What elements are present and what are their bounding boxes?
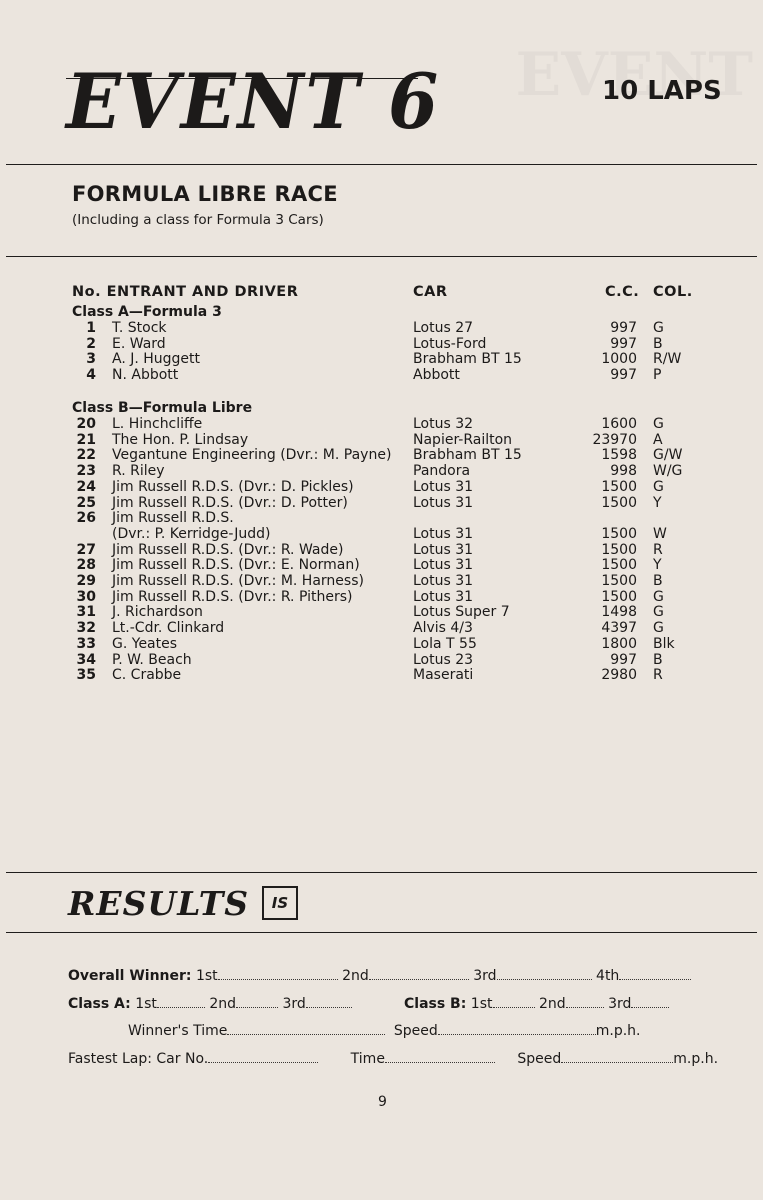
class-b-results-label: Class B:	[404, 996, 467, 1012]
car-colour: R	[653, 667, 663, 684]
results-badge: IS	[262, 886, 298, 920]
car-name: Lotus Super 7	[413, 604, 510, 621]
class-a-second-field[interactable]	[236, 997, 278, 1008]
entry-number: 3	[86, 351, 96, 368]
class-b-second-label: 2nd	[538, 996, 566, 1012]
third-label: 3rd	[473, 968, 497, 984]
table-row	[0, 495, 763, 511]
entry-number: 33	[76, 635, 96, 652]
class-b-results-line	[404, 996, 669, 1012]
entrant-driver: Jim Russell R.D.S. (Dvr.: R. Pithers)	[112, 588, 353, 605]
table-row	[0, 351, 763, 367]
class-a-third-label: 3rd	[282, 996, 306, 1012]
entry-number: 30	[76, 588, 96, 605]
class-a-first-field[interactable]	[157, 997, 205, 1008]
car-colour: G	[653, 478, 664, 495]
table-row	[0, 320, 763, 336]
overall-winner-label: Overall Winner:	[68, 968, 192, 984]
entrant-driver: P. W. Beach	[112, 651, 192, 668]
event-title: EVENT 6	[66, 56, 441, 147]
table-row	[0, 620, 763, 636]
class-a-results-line	[68, 996, 352, 1012]
entry-number: 4	[86, 367, 96, 384]
engine-cc: 1500	[601, 541, 637, 558]
class-b-second-field[interactable]	[566, 997, 604, 1008]
car-colour: R/W	[653, 351, 682, 368]
car-name: Brabham BT 15	[413, 351, 522, 368]
entrant-driver: Jim Russell R.D.S. (Dvr.: E. Norman)	[112, 557, 360, 574]
entrant-driver: A. J. Huggett	[112, 351, 201, 368]
car-colour: R	[653, 541, 663, 558]
speed-field[interactable]	[438, 1024, 596, 1035]
fastest-speed-label: Speed	[517, 1051, 562, 1067]
engine-cc: 997	[610, 367, 637, 384]
winners-time-label: Winner's Time	[128, 1023, 228, 1039]
engine-cc: 997	[610, 335, 637, 352]
engine-cc: 1600	[601, 416, 637, 432]
car-name: Abbott	[413, 367, 460, 384]
car-colour: G	[653, 320, 664, 336]
overall-first-field[interactable]	[218, 969, 338, 980]
entrant-driver: R. Riley	[112, 463, 165, 480]
car-colour: G	[653, 416, 664, 432]
time-label: Time	[350, 1051, 385, 1067]
table-row	[0, 604, 763, 620]
table-row	[0, 557, 763, 573]
table-row	[0, 542, 763, 558]
table-row	[0, 636, 763, 652]
header-car: CAR	[413, 284, 448, 300]
entry-number: 25	[76, 494, 96, 511]
header-cc: C.C.	[605, 284, 640, 300]
entrant-driver: N. Abbott	[112, 367, 179, 384]
class-b-first-field[interactable]	[493, 997, 535, 1008]
entrant-driver: L. Hinchcliffe	[112, 416, 203, 432]
table-row	[0, 432, 763, 448]
car-colour: Y	[653, 494, 662, 511]
car-colour: B	[653, 573, 663, 589]
engine-cc: 1598	[601, 447, 637, 464]
entrant-driver: T. Stock	[112, 320, 167, 336]
table-row	[0, 573, 763, 589]
table-row	[0, 463, 763, 479]
car-name: Lotus 31	[413, 541, 474, 558]
first-label: 1st	[195, 968, 218, 984]
entrant-driver: The Hon. P. Lindsay	[112, 431, 249, 448]
race-rule	[6, 256, 757, 257]
winners-time-line	[128, 1023, 641, 1039]
fastest-speed-field[interactable]	[561, 1052, 673, 1063]
class-b-first-label: 1st	[470, 996, 493, 1012]
engine-cc: 1500	[601, 557, 637, 574]
page-number: 9	[378, 1094, 387, 1110]
car-name: Lotus 31	[413, 525, 474, 542]
entry-number: 24	[76, 478, 96, 495]
entrant-driver: C. Crabbe	[112, 667, 182, 684]
car-colour: G/W	[653, 447, 683, 464]
overall-winner-line	[68, 968, 691, 984]
winners-time-field[interactable]	[227, 1024, 385, 1035]
table-row	[0, 510, 763, 526]
car-colour: Y	[653, 557, 662, 574]
table-row	[0, 667, 763, 683]
engine-cc: 997	[610, 320, 637, 336]
car-name: Lotus 32	[413, 416, 474, 432]
engine-cc: 23970	[592, 431, 637, 448]
fastest-lap-line	[68, 1051, 718, 1067]
car-name: Lotus 31	[413, 494, 474, 511]
overall-second-field[interactable]	[369, 969, 469, 980]
table-row	[0, 652, 763, 668]
car-name: Lotus 27	[413, 320, 474, 336]
engine-cc: 997	[610, 651, 637, 668]
title-rule	[6, 164, 757, 165]
table-row	[0, 447, 763, 463]
class-a-first-label: 1st	[135, 996, 157, 1012]
table-row	[0, 367, 763, 383]
engine-cc: 1500	[601, 478, 637, 495]
car-colour: P	[653, 367, 662, 384]
engine-cc: 1800	[601, 635, 637, 652]
speed-label: Speed	[393, 1023, 438, 1039]
results-rule-top	[6, 872, 757, 873]
entrant-driver: J. Richardson	[112, 604, 203, 621]
entry-number: 21	[76, 431, 96, 448]
engine-cc: 4397	[601, 620, 637, 637]
table-row	[0, 526, 763, 542]
car-colour: G	[653, 604, 664, 621]
car-name: Napier-Railton	[413, 431, 513, 448]
overall-third-field[interactable]	[497, 969, 592, 980]
entry-number: 1	[86, 320, 96, 336]
header-entrant: No. ENTRANT AND DRIVER	[72, 284, 299, 300]
entrant-driver: Jim Russell R.D.S. (Dvr.: D. Potter)	[112, 494, 348, 511]
entry-number: 2	[86, 335, 96, 352]
class-a-third-field[interactable]	[306, 997, 352, 1008]
fastest-lap-time-field[interactable]	[385, 1052, 495, 1063]
laps-label: 10 LAPS	[602, 76, 722, 106]
entry-number: 26	[76, 510, 96, 527]
class-a-heading: Class A—Formula 3	[72, 304, 222, 320]
entry-number: 32	[76, 620, 96, 637]
engine-cc: 1000	[601, 351, 637, 368]
car-name: Lotus 31	[413, 588, 474, 605]
entrant-driver: Lt.-Cdr. Clinkard	[112, 620, 225, 637]
engine-cc: 1500	[601, 573, 637, 589]
entry-number: 28	[76, 557, 96, 574]
fastest-mph-label: m.p.h.	[673, 1051, 719, 1067]
car-colour: B	[653, 335, 663, 352]
entrant-driver: Jim Russell R.D.S. (Dvr.: R. Wade)	[112, 541, 344, 558]
car-name: Lola T 55	[413, 635, 477, 652]
entrant-driver: Vegantune Engineering (Dvr.: M. Payne)	[112, 447, 392, 464]
table-row	[0, 479, 763, 495]
header-col: COL.	[653, 284, 693, 300]
car-colour: G	[653, 588, 664, 605]
race-subtitle: (Including a class for Formula 3 Cars)	[72, 212, 324, 228]
engine-cc: 1500	[601, 525, 637, 542]
engine-cc: 1498	[601, 604, 637, 621]
car-name: Brabham BT 15	[413, 447, 522, 464]
mph-label: m.p.h.	[595, 1023, 641, 1039]
class-a-results-label: Class A:	[68, 996, 131, 1012]
entry-number: 27	[76, 541, 96, 558]
entry-number: 35	[76, 667, 96, 684]
engine-cc: 1500	[601, 588, 637, 605]
entry-number: 34	[76, 651, 96, 668]
fastest-lap-label: Fastest Lap: Car No.	[68, 1051, 209, 1067]
entrant-driver: E. Ward	[112, 335, 166, 352]
table-row	[0, 336, 763, 352]
car-name: Lotus 31	[413, 478, 474, 495]
class-b-third-field[interactable]	[631, 997, 669, 1008]
entry-number: 22	[76, 447, 96, 464]
class-b-third-label: 3rd	[608, 996, 632, 1012]
entrant-driver: Jim Russell R.D.S. (Dvr.: M. Harness)	[112, 573, 364, 589]
car-name: Lotus 31	[413, 557, 474, 574]
entrant-driver: G. Yeates	[112, 635, 178, 652]
entrant-driver: Jim Russell R.D.S.	[112, 510, 234, 527]
results-rule-bottom	[6, 932, 757, 933]
car-name: Maserati	[413, 667, 474, 684]
entry-number: 31	[76, 604, 96, 621]
car-colour: W/G	[653, 463, 683, 480]
class-b-heading: Class B—Formula Libre	[72, 400, 253, 416]
car-colour: B	[653, 651, 663, 668]
engine-cc: 2980	[601, 667, 637, 684]
engine-cc: 1500	[601, 494, 637, 511]
overall-fourth-field[interactable]	[619, 969, 691, 980]
car-name: Lotus-Ford	[413, 335, 487, 352]
fourth-label: 4th	[596, 968, 620, 984]
fastest-lap-car-field[interactable]	[208, 1052, 318, 1063]
class-a-second-label: 2nd	[209, 996, 237, 1012]
entrant-driver: (Dvr.: P. Kerridge-Judd)	[112, 525, 271, 542]
car-name: Lotus 23	[413, 651, 474, 668]
car-colour: Blk	[653, 635, 675, 652]
results-title: RESULTS	[68, 884, 250, 923]
table-row	[0, 416, 763, 432]
table-row	[0, 589, 763, 605]
car-name: Alvis 4/3	[413, 620, 473, 637]
entry-number: 23	[76, 463, 96, 480]
car-name: Lotus 31	[413, 573, 474, 589]
entry-number: 29	[76, 573, 96, 589]
car-colour: A	[653, 431, 663, 448]
car-name: Pandora	[413, 463, 471, 480]
car-colour: G	[653, 620, 664, 637]
race-title: FORMULA LIBRE RACE	[72, 182, 338, 206]
entry-number: 20	[76, 416, 96, 432]
car-colour: W	[653, 525, 667, 542]
entrant-driver: Jim Russell R.D.S. (Dvr.: D. Pickles)	[112, 478, 354, 495]
second-label: 2nd	[342, 968, 369, 984]
engine-cc: 998	[610, 463, 637, 480]
